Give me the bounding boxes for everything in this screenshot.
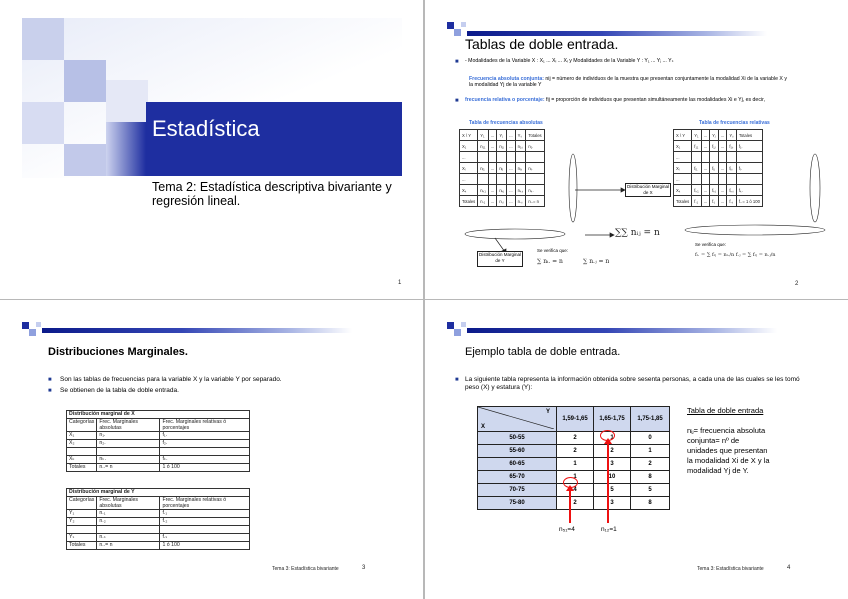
header-x-label: X: [481, 424, 486, 430]
table-cell: n.ₛ: [97, 534, 160, 542]
side-text-line: nᵢⱼ= frecuencia absoluta: [687, 426, 766, 435]
example-table: [477, 406, 670, 510]
header-logo-square: [22, 322, 29, 329]
table-cell: ...: [718, 196, 727, 207]
table-cell: f.₁: [692, 196, 701, 207]
table-cell: nᵢ₁: [478, 163, 489, 174]
header-logo-square: [36, 322, 41, 327]
sum-formula-main: ∑∑ nᵢⱼ = n: [615, 228, 660, 238]
table-cell: nᵢₛ: [515, 163, 526, 174]
table-cell: Xₖ: [67, 456, 97, 464]
table-cell: ...: [701, 196, 710, 207]
column-header: 1,59-1,65: [557, 407, 594, 432]
slide-title: Ejemplo tabla de doble entrada.: [465, 346, 621, 358]
table-cell: Categorías: [67, 419, 97, 432]
table-cell: n.₁: [97, 510, 160, 518]
table-cell: f₂.: [160, 440, 250, 448]
table-row: [478, 458, 670, 471]
table-cell: Xₖ: [674, 185, 692, 196]
slide-3[interactable]: [0, 300, 423, 599]
table-row: [67, 534, 250, 542]
row-label: 70-75: [478, 484, 557, 497]
sum-formula-small-1: ∑ nᵢ. = n: [537, 258, 563, 265]
table-cell: [160, 448, 250, 456]
freq-rel-text: fij = proporción de individuos que presentan simultáneamente las modalidades Xi e Yj, es decir,: [546, 97, 765, 103]
table-cell: 1: [557, 471, 594, 484]
table-cell: ...: [674, 152, 692, 163]
slide-1[interactable]: [0, 0, 423, 299]
marginal-x-table: [66, 410, 250, 472]
page-number: 2: [795, 281, 799, 287]
table-cell: nₖ₁: [478, 185, 489, 196]
label-n12: n₁₂=1: [601, 526, 617, 533]
verify-text-1: Se verifica que:: [537, 248, 569, 253]
table-cell: X₁: [674, 141, 692, 152]
table-cell: f₁.: [160, 432, 250, 440]
table-cell: ...: [718, 130, 727, 141]
table-cell: 1 ó 100: [160, 542, 250, 550]
table-cell: [67, 526, 97, 534]
table-cell: 2: [557, 432, 594, 445]
table-cell: ...: [460, 152, 478, 163]
table-cell: Yⱼ: [710, 130, 719, 141]
table-cell: n.ₛ: [515, 196, 526, 207]
table-cell: Y₁: [67, 510, 97, 518]
marginal-y-table: [66, 488, 250, 550]
row-label: 50-55: [478, 432, 557, 445]
corner-diagonal: [478, 407, 554, 429]
decor-square: [22, 18, 64, 60]
header-logo-square: [447, 322, 454, 329]
table-cell: Totales: [460, 196, 478, 207]
page-number: 4: [787, 565, 791, 571]
table-row: [67, 456, 250, 464]
column-header: 1,75-1,85: [631, 407, 670, 432]
table-row: [67, 497, 250, 510]
table-cell: 3: [594, 497, 631, 510]
table-row: [67, 419, 250, 432]
table-cell: 0: [631, 432, 670, 445]
table-cell: ...: [488, 196, 497, 207]
arrow-n51-head: [566, 485, 574, 491]
decor-square: [22, 102, 64, 144]
table-cell: f.ⱼ: [710, 196, 719, 207]
table-cell: ...: [718, 185, 727, 196]
table-row: [478, 497, 670, 510]
bullet-icon: ■: [455, 59, 459, 65]
table-cell: fₖ₁: [692, 185, 701, 196]
highlight-rel-row-ellipse: [685, 225, 825, 235]
table-row: [67, 542, 250, 550]
table-cell: nₖ.: [526, 185, 544, 196]
table-cell: X₁: [67, 432, 97, 440]
footer-text: Tema 3: Estadística bivariante: [272, 566, 339, 572]
table-abs-caption: Tabla de frecuencias absolutas: [469, 120, 543, 126]
title-band-fade: [106, 122, 146, 176]
side-text-line: la modalidad Xi de X y la: [687, 456, 770, 465]
table-row: [67, 464, 250, 472]
bullet-icon: ■: [48, 388, 52, 394]
table-cell: ...: [507, 141, 516, 152]
table-cell: 2: [557, 445, 594, 458]
header-logo-square: [29, 329, 36, 336]
header-gradient-bar: [42, 328, 352, 333]
table-cell: fᵢⱼ: [710, 163, 719, 174]
row-label: 75-80: [478, 497, 557, 510]
freq-rel-label: frecuencia relativa o porcentaje:: [465, 97, 545, 103]
table-row: [478, 432, 670, 445]
table-cell: ...: [488, 130, 497, 141]
table-cell: fₖₛ: [727, 185, 737, 196]
table-cell: nₖₛ: [515, 185, 526, 196]
side-text-line: conjunta= nº de: [687, 436, 740, 445]
table-cell: n₁ⱼ: [497, 141, 507, 152]
bullet-icon: ■: [455, 377, 459, 383]
table-cell: ...: [718, 141, 727, 152]
table-cell: Totales: [526, 130, 544, 141]
header-gradient-bar: [467, 328, 777, 333]
header-logo-square: [454, 329, 461, 336]
presentation-subtitle: Tema 2: Estadística descriptiva bivariante y regresión lineal.: [152, 180, 392, 208]
arrow-n51-line: [569, 487, 571, 523]
table-cell: 2: [594, 445, 631, 458]
decor-square: [64, 144, 106, 176]
table-row: [67, 526, 250, 534]
rel-formula: fᵢ. = ∑ fᵢⱼ = nᵢ./n f.ⱼ = ∑ fᵢⱼ = n.ⱼ/n: [695, 252, 776, 258]
marginal-x-box: Distribución Marginal de X: [625, 183, 671, 197]
decor-square: [106, 80, 148, 122]
table-cell: nᵢⱼ: [497, 163, 507, 174]
table-cell: [67, 448, 97, 456]
verify-text-2: Se verifica que:: [695, 242, 727, 247]
table-cell: Totales: [736, 130, 762, 141]
table-cell: n₁ₛ: [515, 141, 526, 152]
table-cell: ...: [507, 185, 516, 196]
table-cell: n..= n: [97, 542, 160, 550]
table-cell: ...: [701, 163, 710, 174]
table-cell: [97, 526, 160, 534]
table-cell: n.₁: [478, 196, 489, 207]
row-label: 55-60: [478, 445, 557, 458]
marginal-y-box: Distribución Marginal de Y: [477, 251, 523, 267]
bullet-modalidades: - Modalidades de la Variable X : X₁ ... Xᵢ ... Xᵢ y Modalidades de la Variable Y : Y₁ ... Yⱼ ... Yₛ: [465, 58, 674, 64]
table-cell: fᵢₛ: [727, 163, 737, 174]
table-cell: f₁.: [736, 141, 762, 152]
table-cell: ...: [674, 174, 692, 185]
row-label: 65-70: [478, 471, 557, 484]
bullet-text-1: Son las tablas de frecuencias para la variable X y la variable Y por separado.: [60, 376, 282, 383]
table-cell: Xᵢ: [674, 163, 692, 174]
table-cell: Xₖ: [460, 185, 478, 196]
table-cell: 1: [631, 445, 670, 458]
table-cell: f.ₛ: [160, 534, 250, 542]
table-cell: nₖ.: [97, 456, 160, 464]
table-cell: 10: [594, 471, 631, 484]
table-cell: 1 ó 100: [160, 464, 250, 472]
header-logo-square: [461, 322, 466, 327]
table-cell: ...: [701, 130, 710, 141]
row-label: 60-65: [478, 458, 557, 471]
side-text-line: modalidad Yj de Y.: [687, 466, 749, 475]
table-cell: X₂: [67, 440, 97, 448]
header-y-label: Y: [545, 409, 550, 415]
table-cell: 8: [631, 497, 670, 510]
freq-abs-label: Frecuencia absoluta conjunta:: [469, 76, 544, 82]
table-corner-header: [478, 407, 557, 432]
table-cell: 1: [557, 458, 594, 471]
freq-abs-text: nij = número de individuos de la muestra que presentan conjuntamente la modalidad Xi de la variable X y la modalidad Yj de la variable Y: [469, 76, 787, 88]
presentation-title: Estadística: [152, 116, 260, 141]
table-cell: ...: [507, 196, 516, 207]
table-row: [67, 448, 250, 456]
highlight-rel-column-ellipse: [810, 154, 820, 222]
highlight-column-ellipse: [569, 154, 577, 222]
bullet-icon: ■: [48, 377, 52, 383]
table-cell: Y₁: [478, 130, 489, 141]
marginal-x-title: Distribución marginal de X: [67, 411, 250, 419]
table-cell: nₖⱼ: [497, 185, 507, 196]
table-cell: Y₂: [67, 518, 97, 526]
table-cell: Frec. Marginales absolutas: [97, 497, 160, 510]
table-cell: Totales: [67, 464, 97, 472]
table-cell: Xᵢ: [460, 163, 478, 174]
table-cell: ...: [507, 130, 516, 141]
table-cell: ...: [488, 185, 497, 196]
table-cell: n₁.: [526, 141, 544, 152]
bullet-text-2: Se obtienen de la tabla de doble entrada.: [60, 387, 179, 394]
table-cell: [160, 526, 250, 534]
table-cell: n.ⱼ: [497, 196, 507, 207]
side-title: Tabla de doble entrada: [687, 406, 764, 415]
arrow-to-marginal-x: [575, 188, 625, 192]
table-cell: fᵢ₁: [692, 163, 701, 174]
table-cell: Categorías: [67, 497, 97, 510]
table-cell: 2: [557, 497, 594, 510]
table-row: [67, 518, 250, 526]
table-row: [67, 432, 250, 440]
table-cell: 1: [594, 432, 631, 445]
table-cell: f.ₛ: [727, 196, 737, 207]
table-cell: ...: [701, 141, 710, 152]
table-row: [67, 440, 250, 448]
arrow-n12-line: [607, 440, 609, 523]
column-header: 1,65-1,75: [594, 407, 631, 432]
table-cell: ...: [507, 163, 516, 174]
table-cell: ...: [488, 141, 497, 152]
footer-text: Tema 3: Estadística bivariante: [697, 566, 764, 572]
table-cell: X \ Y: [460, 130, 478, 141]
arrow-n12-head: [604, 438, 612, 444]
table-cell: X \ Y: [674, 130, 692, 141]
page-number: 1: [398, 280, 402, 286]
table-cell: 2: [631, 458, 670, 471]
marginal-y-title: Distribución marginal de Y: [67, 489, 250, 497]
table-cell: fₖ.: [160, 456, 250, 464]
table-cell: ...: [488, 163, 497, 174]
bullet-text: La siguiente tabla representa la información obtenida sobre sesenta personas, a cada una de las cuales se les tomó peso (X) y estatura (Y):: [465, 376, 800, 391]
table-cell: nᵢ.: [526, 163, 544, 174]
table-cell: f..= 1 ó 100: [736, 196, 762, 207]
table-cell: Yₛ: [515, 130, 526, 141]
table-cell: fₖⱼ: [710, 185, 719, 196]
table-cell: Frec. Marginales relativas ó porcentajes: [160, 497, 250, 510]
label-n51: n₅₁=4: [559, 526, 575, 533]
table-cell: Totales: [67, 542, 97, 550]
table-cell: n₁.: [97, 432, 160, 440]
table-cell: n..= n: [97, 464, 160, 472]
bullet-icon: ■: [455, 98, 459, 104]
table-row: [478, 445, 670, 458]
table-cell: Yₛ: [727, 130, 737, 141]
table-cell: fᵢ.: [736, 163, 762, 174]
table-cell: Totales: [674, 196, 692, 207]
table-cell: Yⱼ: [497, 130, 507, 141]
side-text-line: unidades que presentan: [687, 446, 768, 455]
table-cell: n.₂: [97, 518, 160, 526]
table-cell: n..= n: [526, 196, 544, 207]
table-cell: X₁: [460, 141, 478, 152]
table-cell: 8: [631, 471, 670, 484]
table-cell: Frec. Marginales absolutas: [97, 419, 160, 432]
table-cell: f₁₁: [692, 141, 701, 152]
table-row: [67, 510, 250, 518]
table-cell: Yₛ: [67, 534, 97, 542]
table-cell: ...: [718, 163, 727, 174]
table-cell: ...: [460, 174, 478, 185]
table-cell: fₖ.: [736, 185, 762, 196]
table-cell: f₁ⱼ: [710, 141, 719, 152]
slide-2[interactable]: [425, 0, 848, 299]
table-cell: n₁₁: [478, 141, 489, 152]
slide-4[interactable]: [425, 300, 848, 599]
slide-title: Distribuciones Marginales.: [48, 346, 188, 358]
table-cell: 3: [594, 458, 631, 471]
table-cell: f.₁: [160, 510, 250, 518]
page-number: 3: [362, 565, 366, 571]
table-cell: f₁ₛ: [727, 141, 737, 152]
table-cell: ...: [701, 185, 710, 196]
table-cell: 4: [557, 484, 594, 497]
arrow-to-sum: [585, 233, 614, 237]
highlight-row-ellipse: [465, 229, 565, 239]
table-cell: 5: [631, 484, 670, 497]
table-cell: Y₁: [692, 130, 701, 141]
decor-square: [64, 60, 106, 102]
table-cell: n₂.: [97, 440, 160, 448]
table-cell: 5: [594, 484, 631, 497]
slide-title: Tablas de doble entrada.: [465, 36, 619, 52]
table-rel-caption: Tabla de frecuencias relativas: [699, 120, 770, 126]
sum-formula-small-2: ∑ n.ⱼ = n: [583, 258, 610, 265]
table-cell: [97, 448, 160, 456]
table-cell: Frec. Marginales relativas ó porcentajes: [160, 419, 250, 432]
table-cell: f.₂: [160, 518, 250, 526]
